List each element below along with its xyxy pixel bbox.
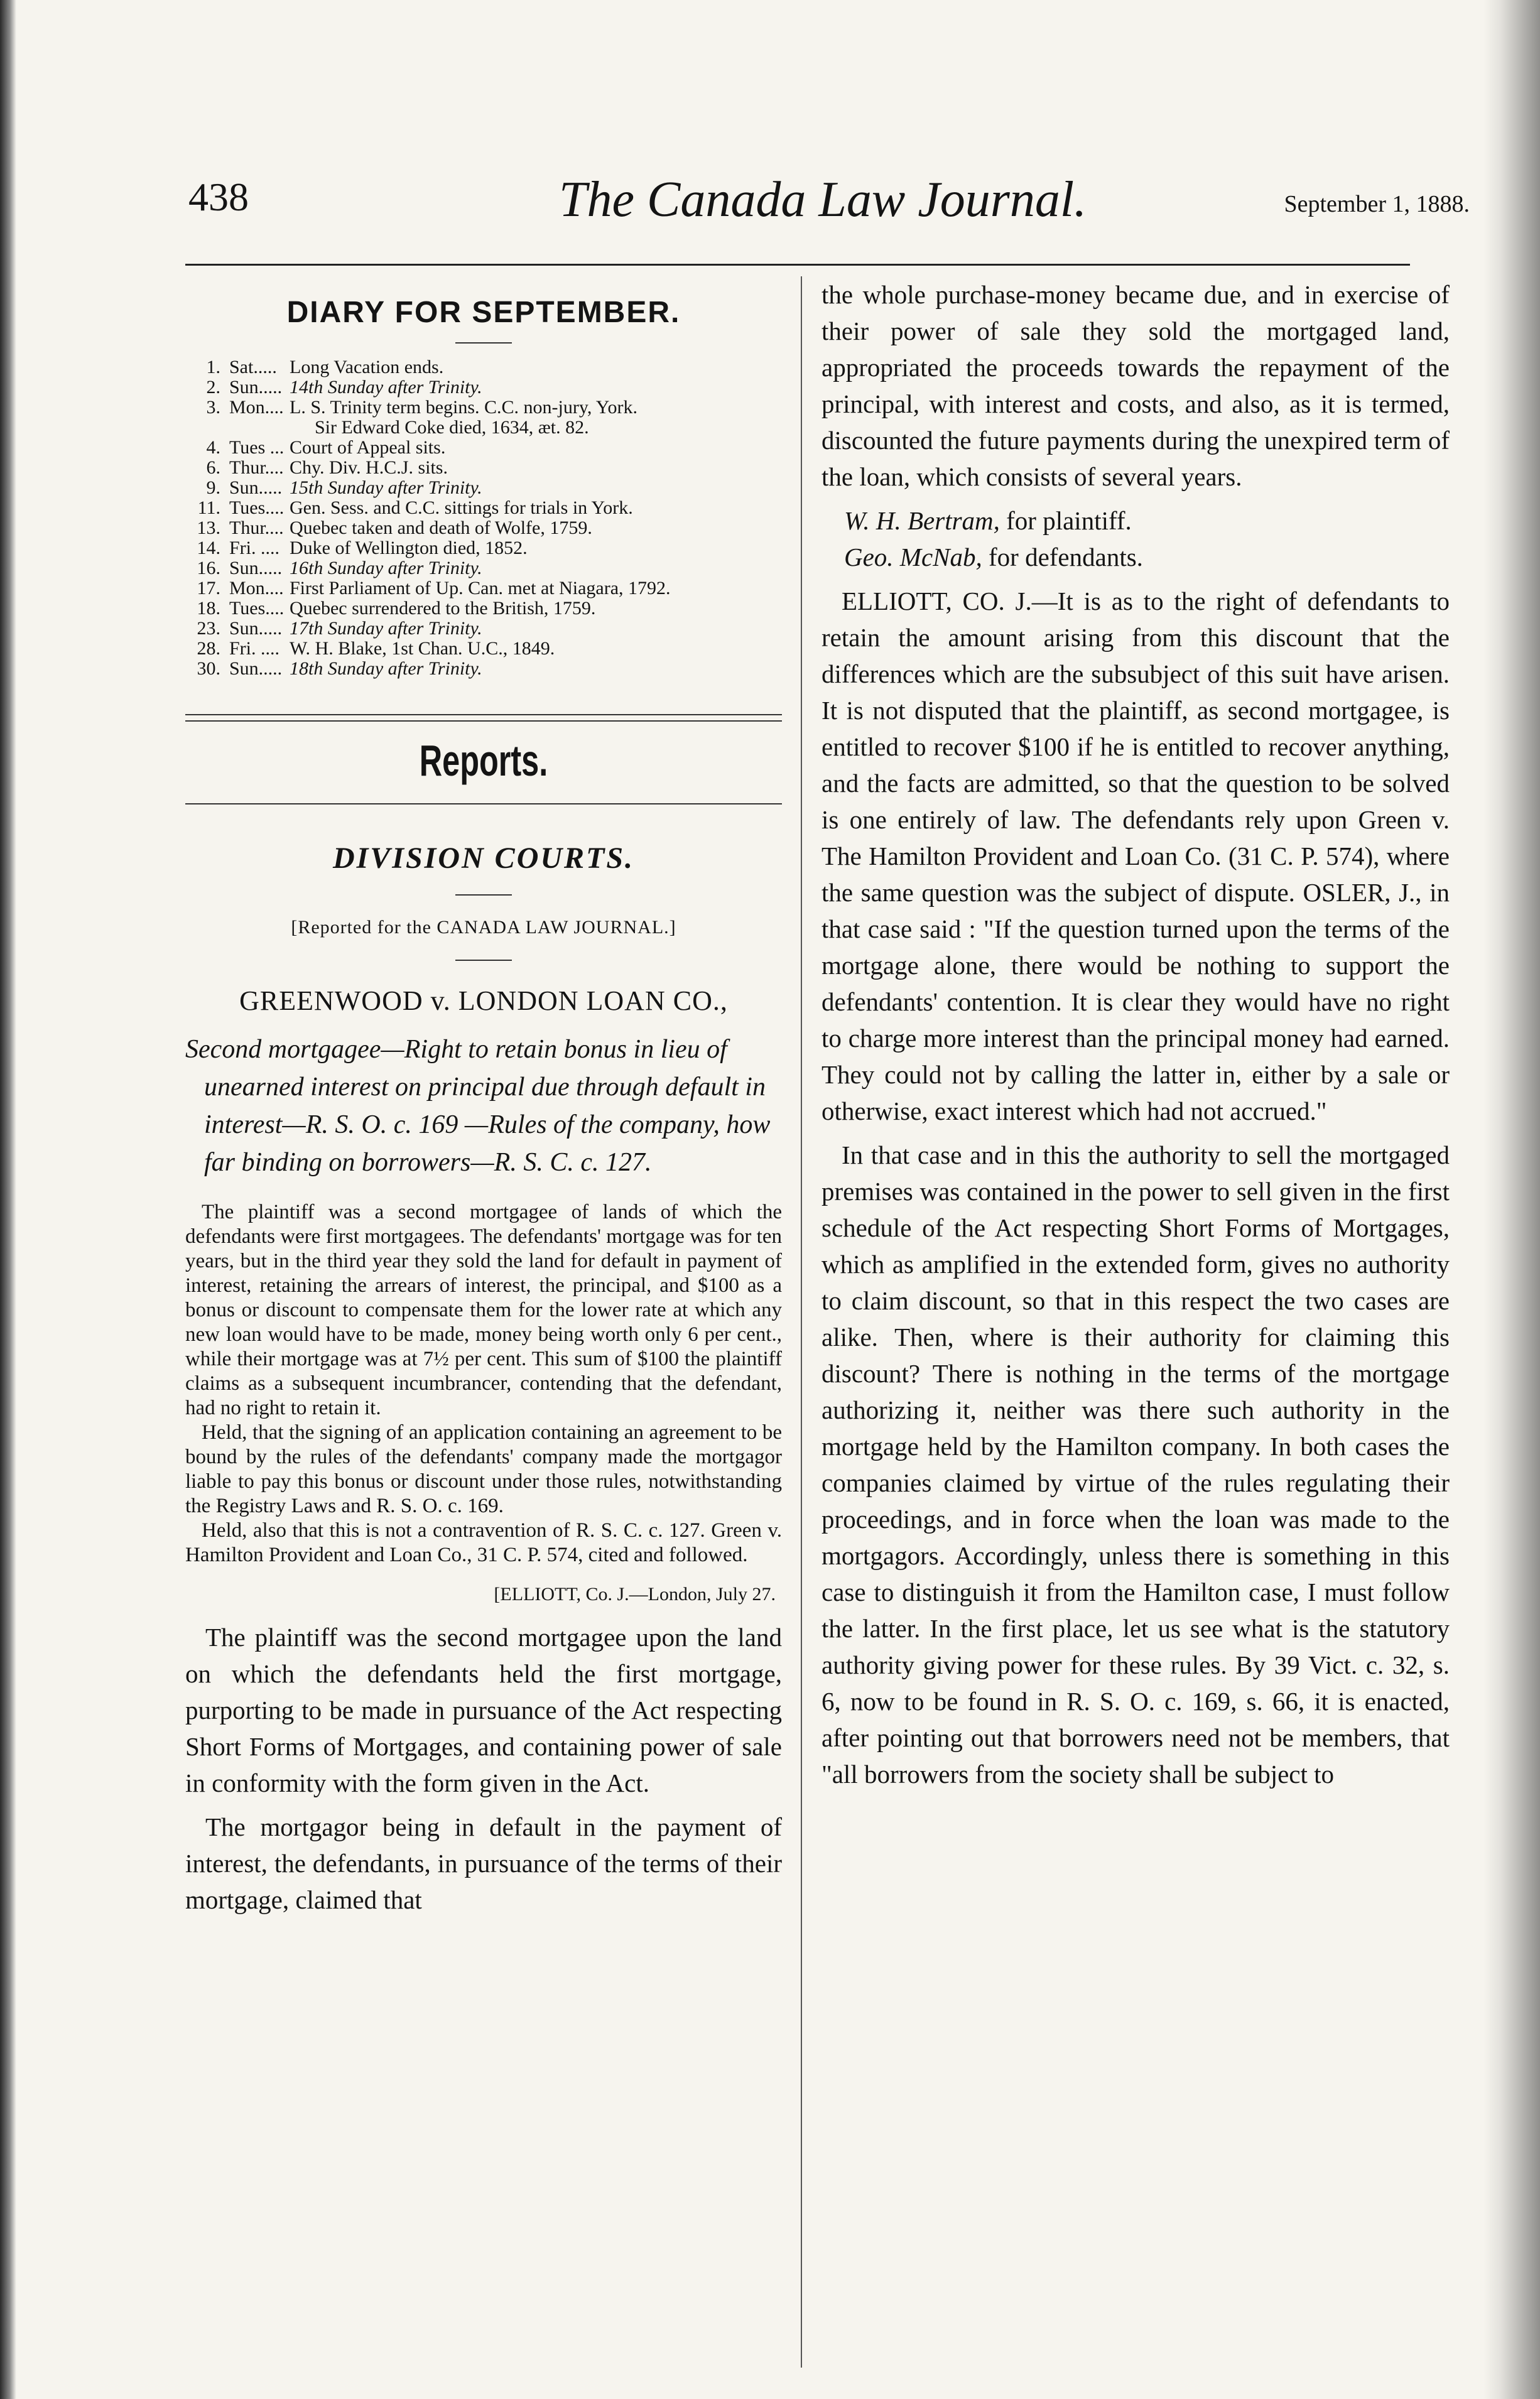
diary-title: DIARY FOR SEPTEMBER. [286, 296, 681, 329]
diary-entry-number: 9. [206, 477, 220, 498]
reports-heading: Reports. [419, 736, 548, 785]
left-column [185, 276, 782, 1925]
scan-edge-left [0, 0, 16, 2399]
diary-entry-day [229, 418, 290, 438]
diary-entry-number: 4. [206, 437, 220, 458]
diary-entry-number: 1. [206, 357, 220, 377]
diary-entry-number: 3. [206, 397, 220, 418]
diary-entry [190, 398, 782, 418]
diary-entry-text: 17th Sunday after Trinity. [290, 618, 482, 639]
diary-entry-day: Thur.... [229, 517, 284, 538]
diary-entry-day: Sat..... [229, 357, 277, 377]
body-paragraph: The mortgagor being in default in the payment of interest, the defendants, in pursuance of the terms of their mortgage, claimed that [185, 1812, 782, 1914]
diary-entry-number: 14. [197, 538, 220, 558]
court-line: [ELLIOTT, Co. J.—London, July 27. [494, 1584, 776, 1605]
header-rule [185, 264, 1410, 266]
diary-entry-day: Fri. .... [229, 538, 280, 558]
diary-entry-day: Fri. .... [229, 638, 280, 659]
diary-entry-text: Gen. Sess. and C.C. sittings for trials in York. [290, 497, 633, 518]
holding-paragraph: Held, that the signing of an application containing an agreement to be bound by the rules of the defendants' company made the mortgagor liable to pay this bonus or discount under those rules, notwithstanding the Registry Laws and R. S. O. c. 169. [185, 1421, 782, 1517]
diary-entry [190, 458, 782, 478]
diary-entry-day: Sun..... [229, 658, 283, 679]
diary-entry-day: Tues ... [229, 437, 285, 458]
holding-paragraph: Held, also that this is not a contravention of R. S. C. c. 127. Green v. Hamilton Provident and Loan Co., 31 C. P. 574, cited and followed. [185, 1519, 782, 1566]
diary-entry-number: 13. [197, 517, 220, 538]
counsel-defendants-name: Geo. McNab, [844, 543, 982, 571]
diary-entry [190, 478, 782, 498]
diary-entry [190, 498, 782, 518]
right-column [822, 276, 1450, 1800]
scan-edge-right [1483, 0, 1540, 2399]
counsel-plaintiff-role: for plaintiff. [1006, 506, 1132, 535]
division-courts-heading: DIVISION COURTS. [332, 842, 635, 875]
diary-entry-day: Mon.... [229, 397, 284, 418]
diary-entry-number: 28. [197, 638, 220, 659]
diary-entry [190, 578, 782, 598]
diary-entry-text: 14th Sunday after Trinity. [290, 377, 482, 398]
journal-title: The Canada Law Journal. [559, 172, 1087, 227]
section-double-rule [185, 714, 782, 722]
diary-entry [190, 619, 782, 639]
diary-entry-day: Sun..... [229, 477, 283, 498]
diary-entry-number: 16. [197, 558, 220, 578]
diary-list [185, 357, 782, 679]
judgment-paragraph: In that case and in this the authority to sell the mortgaged premises was contained in the power to sell given in the first schedule of the Act respecting Short Forms of Mortgages, which as amplified in the extended form, gives no authority to claim discount, so that in this respect the two cases are alike. Then, where is their authority for claiming this discount? There is nothing in the terms of the mortgage authorizing it, neither was there such authority in the mortgage held by the Hamilton company. In both cases the companies claimed by virtue of the rules regulating their proceedings, and in force when the loan was made to the mortgagors. Accordingly, unless there is something in this case to distinguish it from the Hamilton case, I must follow the latter. In the first place, let us see what is the statutory authority giving power for these rules. By 39 Vict. c. 32, s. 6, now to be found in R. S. O. c. 169, s. 66, it is enacted, after pointing out that borrowers need not be members, that "all borrowers from the society shall be subject to [822, 1140, 1450, 1789]
case-headnote: Second mortgagee—Right to retain bonus in lieu of unearned interest on principal due through default in interest—R. S. O. c. 169 —Rules of the company, how far binding on borrowers—R. S. C. c. 127. [185, 1035, 771, 1177]
diary-rule [455, 342, 512, 344]
counsel-plaintiff [822, 502, 1450, 539]
diary-entry-text: L. S. Trinity term begins. C.C. non-jury, York. [290, 397, 637, 418]
diary-entry-number: 23. [197, 618, 220, 639]
diary-entry-text: Quebec surrendered to the British, 1759. [290, 598, 596, 619]
diary-entry [190, 598, 782, 619]
diary-entry-day: Sun..... [229, 558, 283, 578]
diary-entry-day: Thur.... [229, 457, 284, 478]
diary-entry-text: W. H. Blake, 1st Chan. U.C., 1849. [290, 638, 555, 659]
diary-entry [190, 377, 782, 398]
diary-entry-day: Mon.... [229, 578, 284, 598]
diary-entry-number: 2. [206, 377, 220, 398]
page-number: 438 [188, 175, 249, 219]
diary-entry-number: 11. [197, 497, 220, 518]
body-paragraph: the whole purchase-money became due, and in exercise of their power of sale they sold the mortgaged land, appropriated the proceeds towards the repayment of the principal, with interest and costs, and also, as it is termed, discounted the future payments during the unexpired term of the loan, which consists of several years. [822, 280, 1450, 491]
diary-entry [190, 639, 782, 659]
note-rule [455, 960, 512, 961]
diary-entry-text: Duke of Wellington died, 1852. [290, 538, 528, 558]
diary-entry-text: Quebec taken and death of Wolfe, 1759. [290, 517, 592, 538]
diary-entry-text: Long Vacation ends. [290, 357, 444, 377]
counsel-plaintiff-name: W. H. Bertram, [844, 506, 1000, 535]
diary-entry-text: 18th Sunday after Trinity. [290, 658, 482, 679]
diary-entry-day: Sun..... [229, 618, 283, 639]
diary-entry-number: 18. [197, 598, 220, 619]
column-divider [801, 276, 802, 2368]
heading-rule [455, 894, 512, 896]
case-summary: The plaintiff was a second mortgagee of lands of which the defendants were first mortgagees. The defendants' mortgage was for ten years, but in the third year they sold the land for default in payment of interest, retaining the arrears of interest, the principal, and $100 as a bonus or discount to compensate them for the lower rate at which any new loan would have to be made, money being worth only 6 per cent., while their mortgage was at 7½ per cent. This sum of $100 the plaintiff claims as a subsequent incumbrancer, contending that the defendant, had no right to retain it. [185, 1201, 782, 1419]
diary-entry [190, 418, 782, 438]
diary-entry-text: Court of Appeal sits. [290, 437, 446, 458]
diary-entry-number [190, 418, 220, 438]
diary-entry-day: Tues.... [229, 598, 285, 619]
diary-entry-number: 6. [206, 457, 220, 478]
diary-entry [190, 659, 782, 679]
diary-entry-text: Chy. Div. H.C.J. sits. [290, 457, 448, 478]
counsel-defendants [822, 539, 1450, 575]
diary-entry-text: First Parliament of Up. Can. met at Niagara, 1792. [290, 578, 671, 598]
diary-entry [190, 538, 782, 558]
case-title: GREENWOOD v. LONDON LOAN CO., [239, 985, 728, 1016]
diary-entry [190, 518, 782, 538]
diary-entry-number: 30. [197, 658, 220, 679]
issue-date: September 1, 1888. [1284, 191, 1470, 217]
reports-rule [185, 803, 782, 804]
diary-entry-text: Sir Edward Coke died, 1634, æt. 82. [315, 417, 589, 438]
reported-note: [Reported for the CANADA LAW JOURNAL.] [291, 917, 676, 938]
body-paragraph: The plaintiff was the second mortgagee upon the land on which the defendants held the first mortgage, purporting to be made in pursuance of the Act respecting Short Forms of Mortgages, and containing power of sale in conformity with the form given in the Act. [185, 1623, 782, 1797]
diary-entry [190, 438, 782, 458]
diary-entry-text: 15th Sunday after Trinity. [290, 477, 482, 498]
page-header [188, 160, 1470, 236]
diary-entry-day: Sun..... [229, 377, 283, 398]
diary-entry-text: 16th Sunday after Trinity. [290, 558, 482, 578]
judgment-paragraph: ELLIOTT, CO. J.—It is as to the right of defendants to retain the amount arising from this discount that the differences which are the subsubject of this suit have arisen. It is not disputed that the plaintiff, as second mortgagee, is entitled to recover $100 if he is entitled to recover anything, and the facts are admitted, so that the question to be solved is one entirely of law. The defendants rely upon Green v. The Hamilton Provident and Loan Co. (31 C. P. 574), where the same question was the subject of dispute. OSLER, J., in that case said : "If the question turned upon the terms of the mortgage alone, there would be nothing to support the defendants' contention. It is clear they would have no right to charge more interest than the principal money had earned. They could not by calling the latter in, either by a sale or otherwise, exact interest which had not accrued." [822, 587, 1450, 1125]
diary-entry-day: Tues.... [229, 497, 285, 518]
diary-entry [190, 558, 782, 578]
counsel-defendants-role: for defendants. [989, 543, 1143, 571]
diary-entry-number: 17. [197, 578, 220, 598]
diary-entry [190, 357, 782, 377]
